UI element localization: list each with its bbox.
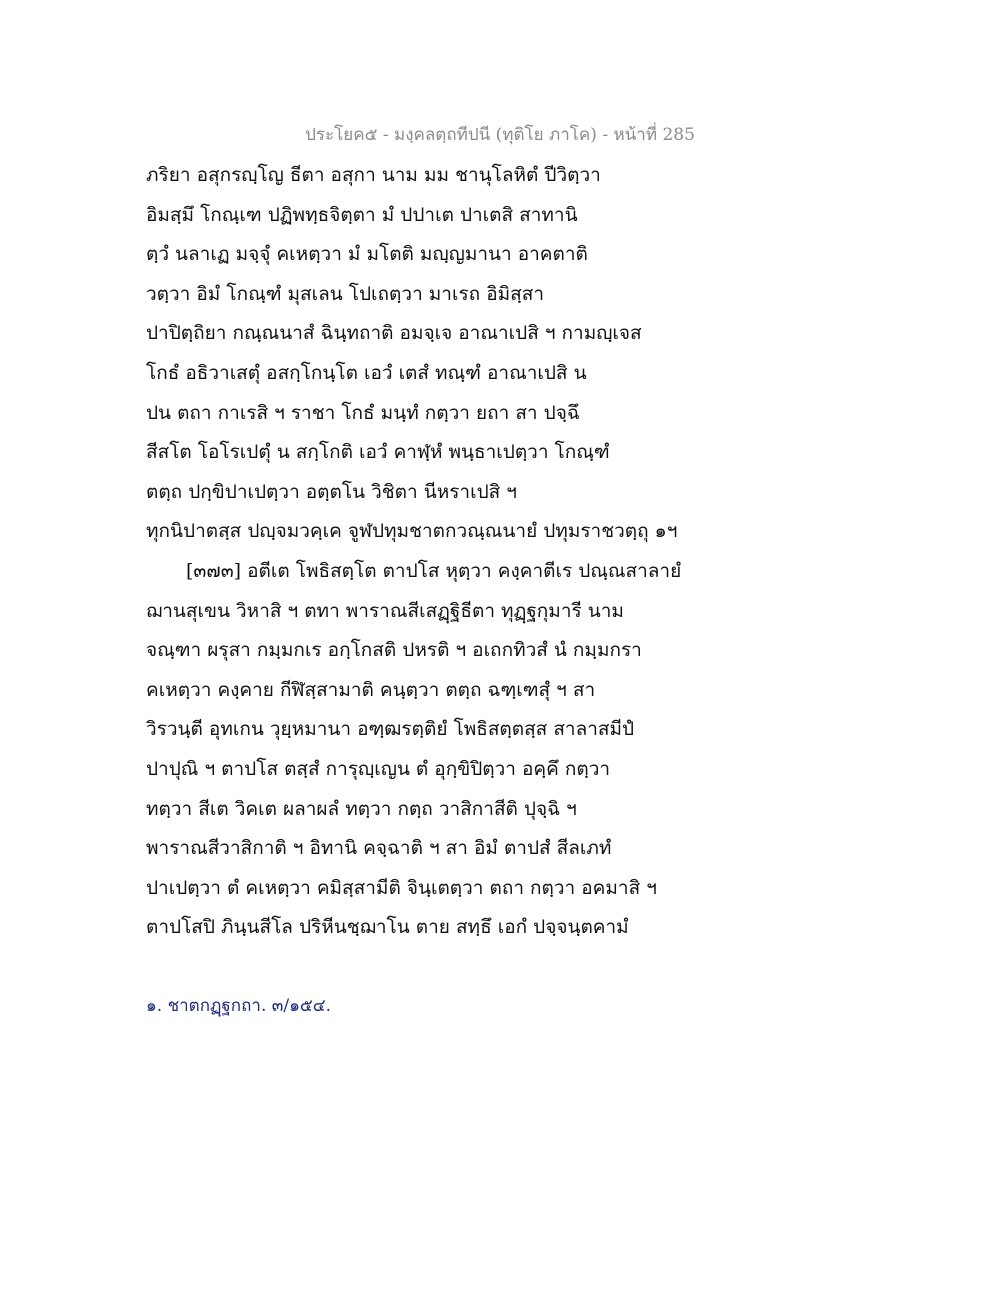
text-line: ปาเปตฺวา ตํ คเหตฺวา คมิสฺสามีติ จินฺเตตฺวา ตถา กตฺวา อคมาสิ ฯ [146, 876, 657, 899]
text-line: ทุกนิปาตสฺส ปญฺจมวคฺเค จูฬปทุมชาตกวณฺณนายํ ปทุมราชวตฺถุ ๑ฯ [146, 520, 678, 543]
text-line: โกธํ อธิวาเสตุํ อสกฺโกนฺโต เอวํ เตสํ ทณฺฑํ อาณาเปสิ น [146, 361, 587, 384]
text-line: พาราณสีวาสิกาติ ฯ อิทานิ คจฺฉาติ ฯ สา อิมํ ตาปสํ สีลเภทํ [146, 837, 612, 860]
text-line: ปาปุณิ ฯ ตาปโส ตสฺสํ การุญฺเญน ตํ อุกฺขิปิตฺวา อคฺคึ กตฺวา [146, 757, 611, 780]
text-line: ทตฺวา สีเต วิคเต ผลาผลํ ทตฺวา กตฺถ วาสิกาสีติ ปุจฺฉิ ฯ [146, 797, 577, 820]
paragraph-start-line: [๓๗๓] อตีเต โพธิสตฺโต ตาปโส หุตฺวา คงฺคาตีเร ปณฺณสาลายํ [186, 559, 682, 582]
text-line: ปน ตถา กาเรสิ ฯ ราชา โกธํ มนฺทํ กตฺวา ยถา สา ปจฺฉึ [146, 401, 580, 424]
text-line: ฌานสุเขน วิหาสิ ฯ ตทา พาราณสีเสฏฺฐิธีตา ทุฏฺฐกุมารี นาม [146, 599, 624, 622]
text-line: ภริยา อสุกรญฺโญ ธีตา อสุกา นาม มม ชานุโลหิตํ ปีวิตฺวา [146, 164, 601, 186]
text-line: ตาปโสปิ ภินฺนสีโล ปริหีนชฺฌาโน ตาย สทฺธึ เอกํ ปจฺจนฺตคามํ [146, 916, 629, 939]
footnote: ๑. ชาตกฏฺฐกถา. ๓/๑๕๔. [146, 996, 332, 1016]
text-line: วตฺวา อิมํ โกณฺฑํ มุสเลน โปเถตฺวา มาเรถ อิมิสฺสา [146, 282, 545, 305]
text-line: ปาปิตฺถิยา กณฺณนาสํ ฉินฺทถาติ อมจฺเจ อาณาเปสิ ฯ กามญฺเจส [146, 322, 642, 345]
text-line: คเหตฺวา คงฺคาย กีฬิสฺสามาติ คนฺตฺวา ตตฺถ ฉฑฺเฑสุํ ฯ สา [146, 678, 596, 701]
body-text [146, 156, 686, 948]
text-line: วิรวนฺตี อุทเกน วุยฺหมานา อฑฺฒรตฺติยํ โพธิสตฺตสฺส สาลาสมีปํ [146, 718, 635, 741]
text-line: จณฺฑา ผรุสา กมฺมกเร อกฺโกสติ ปหรติ ฯ อเถกทิวสํ นํ กมฺมกรา [146, 639, 642, 662]
text-line: ตฺวํ นลาเฏ มจฺจุํ คเหตฺวา มํ มโตติ มญฺญมานา อาคตาติ [146, 243, 588, 266]
text-line: อิมสฺมึ โกณฺเฑ ปฏิพทฺธจิตฺตา มํ ปปาเต ปาเตสิ สาทานิ [146, 203, 578, 226]
text-line: ตตฺถ ปกฺขิปาเปตฺวา อตฺตโน วิชิตา นีหราเปสิ ฯ [146, 480, 517, 503]
text-line: สีสโต โอโรเปตุํ น สกฺโกติ เอวํ คาฬฺหํ พนฺธาเปตฺวา โกณฺฑํ [146, 441, 610, 464]
page-header: ประโยค๕ - มงฺคลตฺถทีปนี (ทุติโย ภาโค) - หน้าที่ 285 [305, 125, 695, 145]
